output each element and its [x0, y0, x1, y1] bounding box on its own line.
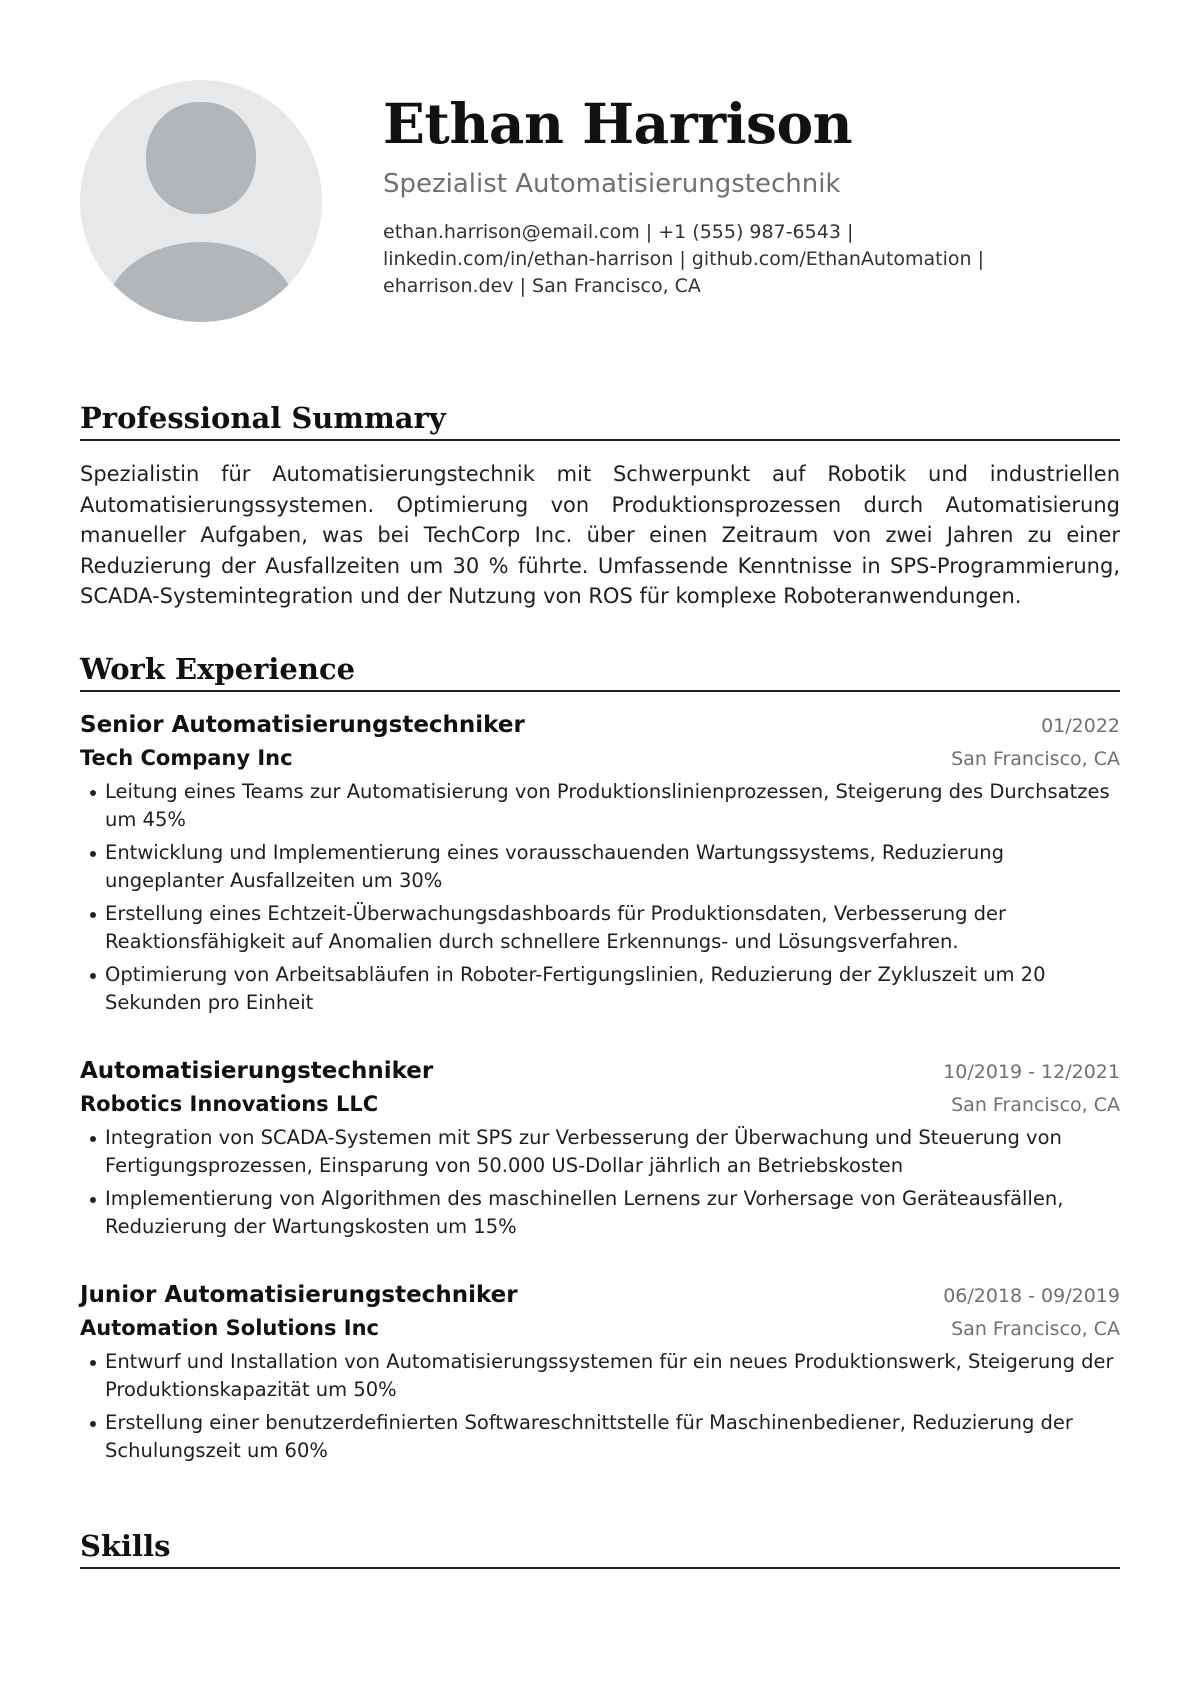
contact-website[interactable]: eharrison.dev — [383, 275, 514, 298]
job-title: Automatisierungstechniker — [80, 1058, 434, 1084]
experience-section — [80, 652, 1120, 1470]
contact-github[interactable]: github.com/EthanAutomation — [691, 248, 972, 271]
job-bullet: Entwurf und Installation von Automatisierungssystemen für ein neues Produktionswerk, Steigerung der Produktionskapazität um 50% — [80, 1348, 1120, 1403]
job-date: 06/2018 - 09/2019 — [943, 1285, 1120, 1307]
summary-section — [80, 401, 1120, 612]
contact-separator: | — [679, 248, 686, 271]
contact-separator: | — [977, 248, 985, 271]
job-bullets — [80, 1348, 1120, 1464]
candidate-headline: Spezialist Automatisierungstechnik — [383, 169, 841, 200]
job-title: Senior Automatisierungstechniker — [80, 712, 525, 738]
job-location: San Francisco, CA — [951, 1094, 1120, 1116]
job-bullet: Leitung eines Teams zur Automatisierung von Produktionslinienprozessen, Steigerung des Durchsatzes um 45% — [80, 778, 1120, 833]
skills-heading: Skills — [80, 1529, 1120, 1569]
job-date: 01/2022 — [1041, 715, 1120, 737]
job-bullets — [80, 1124, 1120, 1240]
contact-email[interactable]: ethan.harrison@email.com — [383, 221, 640, 244]
job-company: Robotics Innovations LLC — [80, 1092, 379, 1116]
resume-header — [383, 92, 1103, 300]
skills-section — [80, 1529, 1120, 1569]
job-title: Junior Automatisierungstechniker — [80, 1282, 518, 1308]
avatar — [80, 80, 322, 322]
job-bullet: Implementierung von Algorithmen des maschinellen Lernens zur Vorhersage von Geräteausfällen, Reduzierung der Wartungskosten um 15% — [80, 1185, 1120, 1240]
avatar-head-silhouette — [146, 102, 256, 214]
contact-separator: | — [645, 221, 653, 244]
summary-text: Spezialistin für Automatisierungstechnik mit Schwerpunkt auf Robotik und industriellen Automatisierungssystemen. Optimierung von Produktionsprozessen durch Automatisierung manueller Aufgaben, was bei TechCorp Inc. über einen Zeitraum von zwei Jahren zu einer Reduzierung der Ausfallzeiten um 30 % führte. Umfassende Kenntnisse in SPS-Programmierung, SCADA-Systemintegration und der Nutzung von ROS für komplexe Roboteranwendungen. — [80, 462, 1120, 608]
contact-location: San Francisco, CA — [532, 275, 701, 298]
contact-linkedin[interactable]: linkedin.com/in/ethan-harrison — [383, 248, 674, 271]
job-bullet: Optimierung von Arbeitsabläufen in Roboter-Fertigungslinien, Reduzierung der Zykluszeit um 20 Sekunden pro Einheit — [80, 961, 1120, 1016]
contact-separator: | — [519, 275, 526, 298]
job-entry — [80, 712, 1120, 1016]
contact-phone[interactable]: +1 (555) 987-6543 — [658, 221, 841, 244]
experience-heading: Work Experience — [80, 652, 1120, 692]
job-location: San Francisco, CA — [951, 1318, 1120, 1340]
job-location: San Francisco, CA — [951, 748, 1120, 770]
candidate-name: Ethan Harrison — [383, 91, 853, 156]
job-bullet: Entwicklung und Implementierung eines vorausschauenden Wartungssystems, Reduzierung ungeplanter Ausfallzeiten um 30% — [80, 839, 1120, 894]
avatar-body-silhouette — [106, 242, 296, 322]
job-bullet: Erstellung einer benutzerdefinierten Softwareschnittstelle für Maschinenbediener, Reduzierung der Schulungszeit um 60% — [80, 1409, 1120, 1464]
job-company: Automation Solutions Inc — [80, 1316, 379, 1340]
job-bullets — [80, 778, 1120, 1016]
contact-separator: | — [846, 221, 854, 244]
job-bullet: Erstellung eines Echtzeit-Überwachungsdashboards für Produktionsdaten, Verbesserung der Reaktionsfähigkeit auf Anomalien durch schnellere Erkennungs- und Lösungsverfahren. — [80, 900, 1120, 955]
job-entry — [80, 1282, 1120, 1464]
contact-info — [383, 219, 1103, 300]
job-entry — [80, 1058, 1120, 1240]
job-date: 10/2019 - 12/2021 — [943, 1061, 1120, 1083]
job-company: Tech Company Inc — [80, 746, 293, 770]
summary-heading: Professional Summary — [80, 401, 1120, 441]
job-bullet: Integration von SCADA-Systemen mit SPS zur Verbesserung der Überwachung und Steuerung von Fertigungsprozessen, Einsparung von 50.000 US-Dollar jährlich an Betriebskosten — [80, 1124, 1120, 1179]
